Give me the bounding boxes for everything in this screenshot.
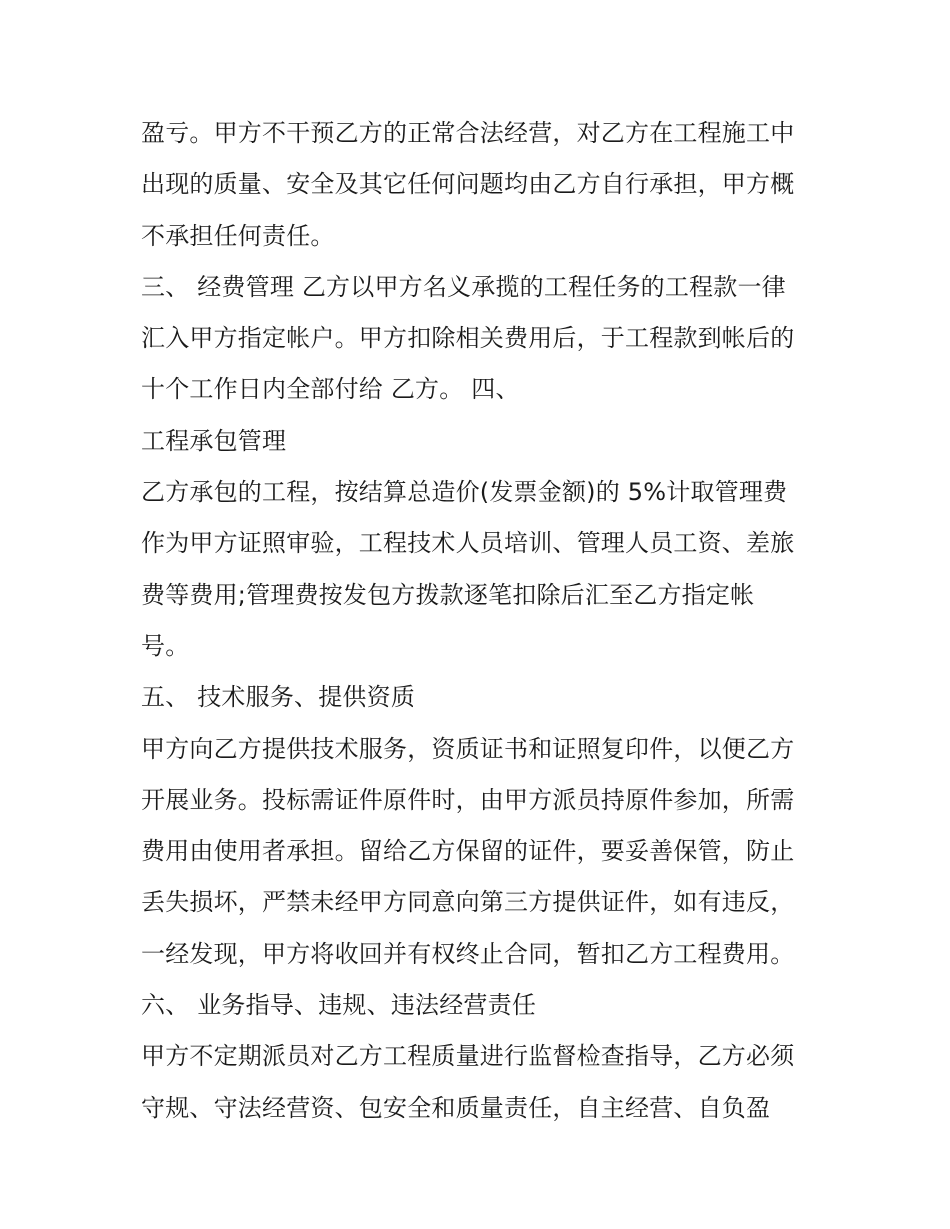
text-line: 作为甲方证照审验，工程技术人员培训、管理人员工资、差旅 — [141, 529, 795, 558]
section-heading: 工程承包管理 — [141, 426, 287, 455]
section-heading-line: 三、 经费管理 乙方以甲方名义承揽的工程任务的工程款一律 — [141, 272, 786, 301]
text-line: 汇入甲方指定帐户。甲方扣除相关费用后，于工程款到帐后的 — [141, 324, 795, 353]
text-line: 开展业务。投标需证件原件时，由甲方派员持原件参加，所需 — [141, 785, 795, 814]
section-heading: 五、 技术服务、提供资质 — [141, 683, 416, 712]
text-line: 一经发现，甲方将收回并有权终止合同，暂扣乙方工程费用。 — [141, 939, 795, 968]
section-heading: 六、 业务指导、违规、违法经营责任 — [141, 991, 537, 1020]
text-line: 守规、守法经营资、包安全和质量责任，自主经营、自负盈 — [141, 1093, 771, 1122]
text-line: 出现的质量、安全及其它任何问题均由乙方自行承担，甲方概 — [141, 170, 795, 199]
text-line: 甲方向乙方提供技术服务，资质证书和证照复印件，以便乙方 — [141, 734, 795, 763]
document-body — [141, 108, 831, 1134]
text-line: 盈亏。甲方不干预乙方的正常合法经营，对乙方在工程施工中 — [141, 119, 795, 147]
text-line: 号。 — [141, 631, 190, 660]
text-line: 费等费用;管理费按发包方拨款逐笔扣除后汇至乙方指定帐 — [141, 580, 755, 609]
text-line: 乙方承包的工程，按结算总造价(发票金额)的 5%计取管理费 — [141, 478, 788, 507]
text-line: 甲方不定期派员对乙方工程质量进行监督检查指导，乙方必须 — [141, 1042, 795, 1071]
text-line: 丢失损坏，严禁未经甲方同意向第三方提供证件，如有违反， — [141, 888, 795, 917]
text-line: 费用由使用者承担。留给乙方保留的证件，要妥善保管，防止 — [141, 837, 795, 866]
text-line: 不承担任何责任。 — [141, 221, 335, 250]
text-line: 十个工作日内全部付给 乙方。 四、 — [141, 375, 520, 404]
